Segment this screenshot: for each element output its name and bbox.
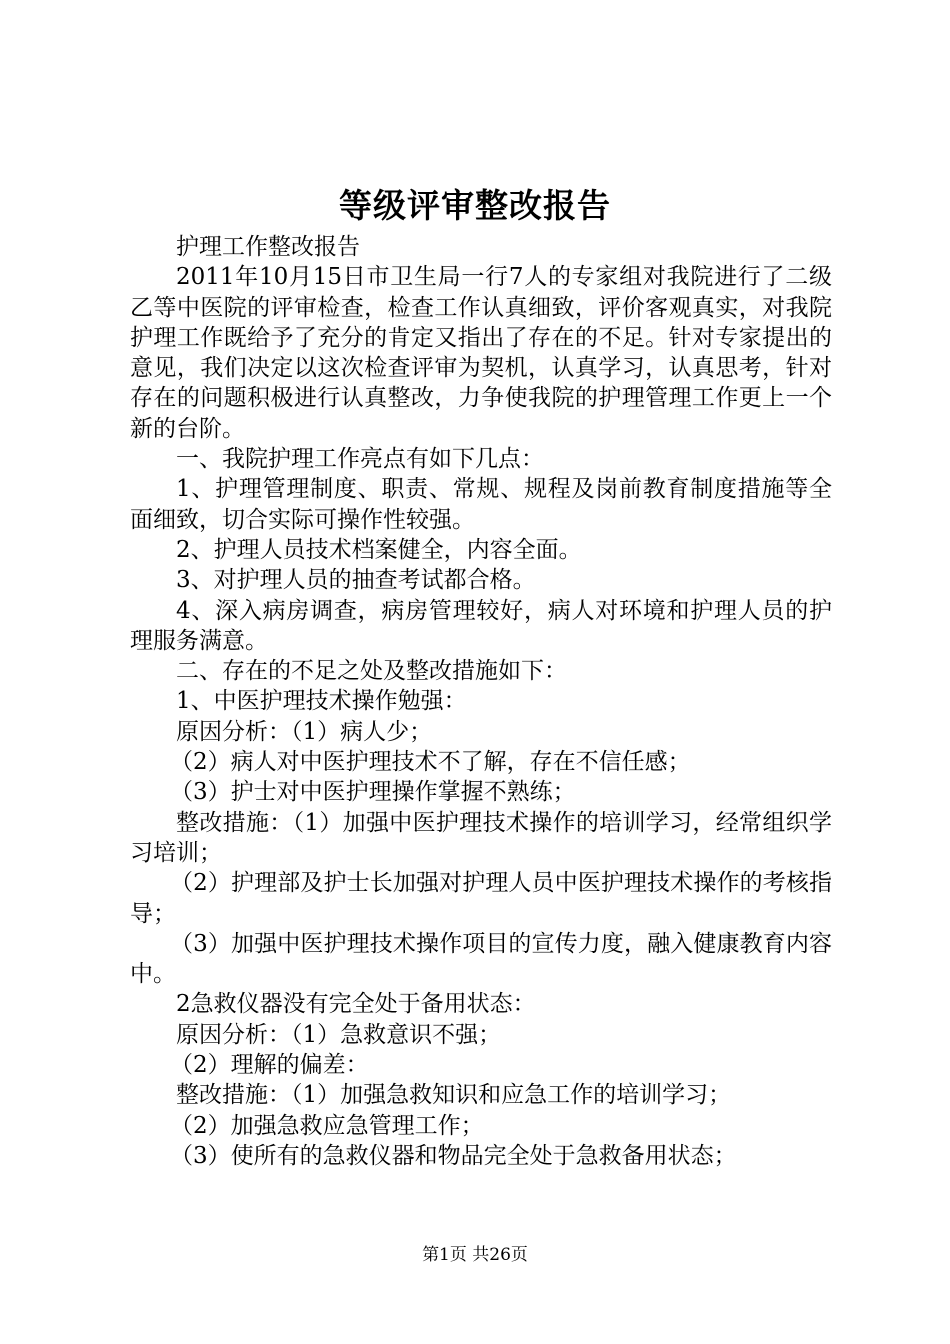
paragraph: 1、中医护理技术操作勉强： xyxy=(176,688,467,715)
paragraph: 2急救仪器没有完全处于备用状态： xyxy=(176,991,536,1018)
paragraph: 4、深入病房调查，病房管理较好，病人对环境和护理人员的护理服务满意。 xyxy=(130,597,832,654)
paragraph: 原因分析：（1）急救意识不强； xyxy=(176,1021,502,1048)
paragraph: 2、护理人员技术档案健全，内容全面。 xyxy=(176,536,582,563)
paragraph: （3）护士对中医护理操作掌握不熟练； xyxy=(170,779,576,806)
paragraph: （3）使所有的急救仪器和物品完全处于急救备用状态； xyxy=(170,1142,737,1169)
page-footer: 第1页 共26页 xyxy=(422,1245,528,1265)
document-title: 等级评审整改报告 xyxy=(339,186,611,225)
paragraph: 二、存在的不足之处及整改措施如下： xyxy=(176,658,567,685)
paragraph: （2）病人对中医护理技术不了解，存在不信任感； xyxy=(170,749,691,776)
paragraph: 1、护理管理制度、职责、常规、规程及岗前教育制度措施等全面细致，切合实际可操作性较强。 xyxy=(130,476,832,533)
document-body xyxy=(130,232,832,1171)
paragraph: （3）加强中医护理技术操作项目的宣传力度，融入健康教育内容中。 xyxy=(130,930,832,988)
paragraph: （2）护理部及护士长加强对护理人员中医护理技术操作的考核指导； xyxy=(130,870,832,927)
paragraph: （2）理解的偏差： xyxy=(170,1052,369,1079)
paragraph: 整改措施：（1）加强急救知识和应急工作的培训学习； xyxy=(176,1082,732,1109)
paragraph: 2011年10月15日市卫生局一行7人的专家组对我院进行了二级乙等中医院的评审检查，检查工作认真细致，评价客观真实，对我院护理工作既给予了充分的肯定又指出了存在的不足。针对专家提出的意见，我们决定以这次检查评审为契机，认真学习，认真思考，针对存在的问题积极进行认真整改，力争使我院的护理管理工作更上一个新的台阶。 xyxy=(130,264,832,442)
paragraph: （2）加强急救应急管理工作； xyxy=(170,1112,484,1139)
paragraph: 原因分析：（1）病人少； xyxy=(176,718,433,745)
paragraph: 整改措施：（1）加强中医护理技术操作的培训学习，经常组织学习培训； xyxy=(130,809,832,866)
paragraph: 护理工作整改报告 xyxy=(176,234,360,260)
paragraph: 3、对护理人员的抽查考试都合格。 xyxy=(176,567,536,594)
paragraph: 一、我院护理工作亮点有如下几点： xyxy=(176,446,544,473)
